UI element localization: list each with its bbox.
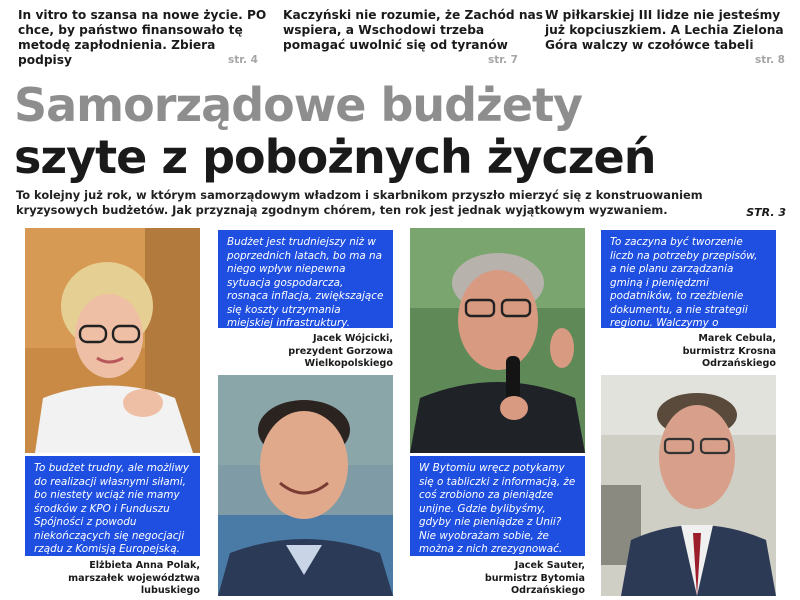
- quote-text: To zaczyna być tworzenie liczb na potrzeby przepisów, a nie planu zarządzania gminą i pieniędzmi podatników, to rzeźbienie dokumentu, a nie strategii regionu. Walczymy o przetrwanie.: [610, 236, 758, 343]
- caption-name: Elżbieta Anna Polak,: [89, 560, 200, 571]
- quote-box-wojcicki: [218, 230, 393, 328]
- caption-role: burmistrz Bytomia: [484, 572, 585, 584]
- caption-role: Odrzańskiego: [702, 358, 776, 369]
- caption-role: Wielkopolskiego: [304, 358, 393, 369]
- teaser-in-vitro[interactable]: [18, 8, 268, 68]
- quote-box-polak: [25, 456, 200, 556]
- caption-wojcicki: [218, 333, 393, 371]
- headline-line-1: Samorządowe budżety: [14, 78, 582, 132]
- teaser-page-ref: str. 7: [488, 54, 518, 66]
- photo-jacek-sauter: [410, 228, 585, 453]
- teaser-page-ref: str. 8: [755, 54, 785, 66]
- caption-sauter: [410, 560, 585, 598]
- caption-role: burmistrz Krosna: [682, 345, 776, 357]
- quote-box-sauter: [410, 456, 585, 556]
- caption-role: lubuskiego: [140, 585, 200, 596]
- caption-role: marszałek województwa: [68, 572, 200, 584]
- lead-paragraph: To kolejny już rok, w którym samorządowym władzom i skarbnikom przyszło mierzyć się z konstruowaniem kryzysowych budżetów. Jak przyznają zgodnym chórem, ten rok jest jednak wyjątkowym wyzwaniem.: [16, 188, 703, 217]
- teaser-football[interactable]: [545, 8, 795, 66]
- photo-elzbieta-polak: [25, 228, 200, 453]
- teaser-text: Kaczyński nie rozumie, że Zachód nas wspiera, a Wschodowi trzeba pomagać uwolnić się od tyranów: [283, 8, 543, 52]
- quote-text: W Bytomiu wręcz potykamy się o tabliczki z informacją, że coś zrobiono za pieniądze unijne. Gdzie bylibyśmy, gdyby nie pieniądze z Unii? Nie wyobrażam sobie, że można z nich zrezygnować.: [419, 462, 576, 555]
- caption-role: Odrzańskiego: [511, 585, 585, 596]
- quote-text: Budżet jest trudniejszy niż w poprzednich latach, bo ma na niego wpływ niepewna sytuacja gospodarcza, rosnąca inflacja, zwiększające się koszty utrzymania miejskiej infrastruktury.: [227, 236, 384, 329]
- caption-polak: [25, 560, 200, 598]
- caption-name: Jacek Wójcicki,: [312, 333, 393, 344]
- caption-cebula: [601, 333, 776, 371]
- photo-marek-cebula: [601, 375, 776, 596]
- quote-text: To budżet trudny, ale możliwy do realizacji własnymi siłami, bo niestety wciąż nie mamy środków z KPO i Funduszu Spójności z powodu niekończących się negocjacji rządu z Komisją Europejską.: [34, 462, 190, 555]
- caption-name: Marek Cebula,: [698, 333, 776, 344]
- teaser-text: In vitro to szansa na nowe życie. PO chce, by państwo finansowało tę metodę zapłodnienia. Zbiera podpisy: [18, 8, 267, 67]
- caption-name: Jacek Sauter,: [514, 560, 585, 571]
- lead-page-ref: STR. 3: [746, 206, 786, 219]
- teaser-page-ref: str. 4: [228, 54, 258, 66]
- headline-line-2: szyte z pobożnych życzeń: [14, 130, 656, 184]
- teaser-text: W piłkarskiej III lidze nie jesteśmy już kopciuszkiem. A Lechia Zielona Góra walczy w czołówce tabeli: [545, 8, 784, 52]
- caption-role: prezydent Gorzowa: [288, 345, 393, 357]
- teaser-bar: [18, 8, 788, 72]
- photo-jacek-wojcicki: [218, 375, 393, 596]
- teaser-kaczynski[interactable]: [283, 8, 543, 66]
